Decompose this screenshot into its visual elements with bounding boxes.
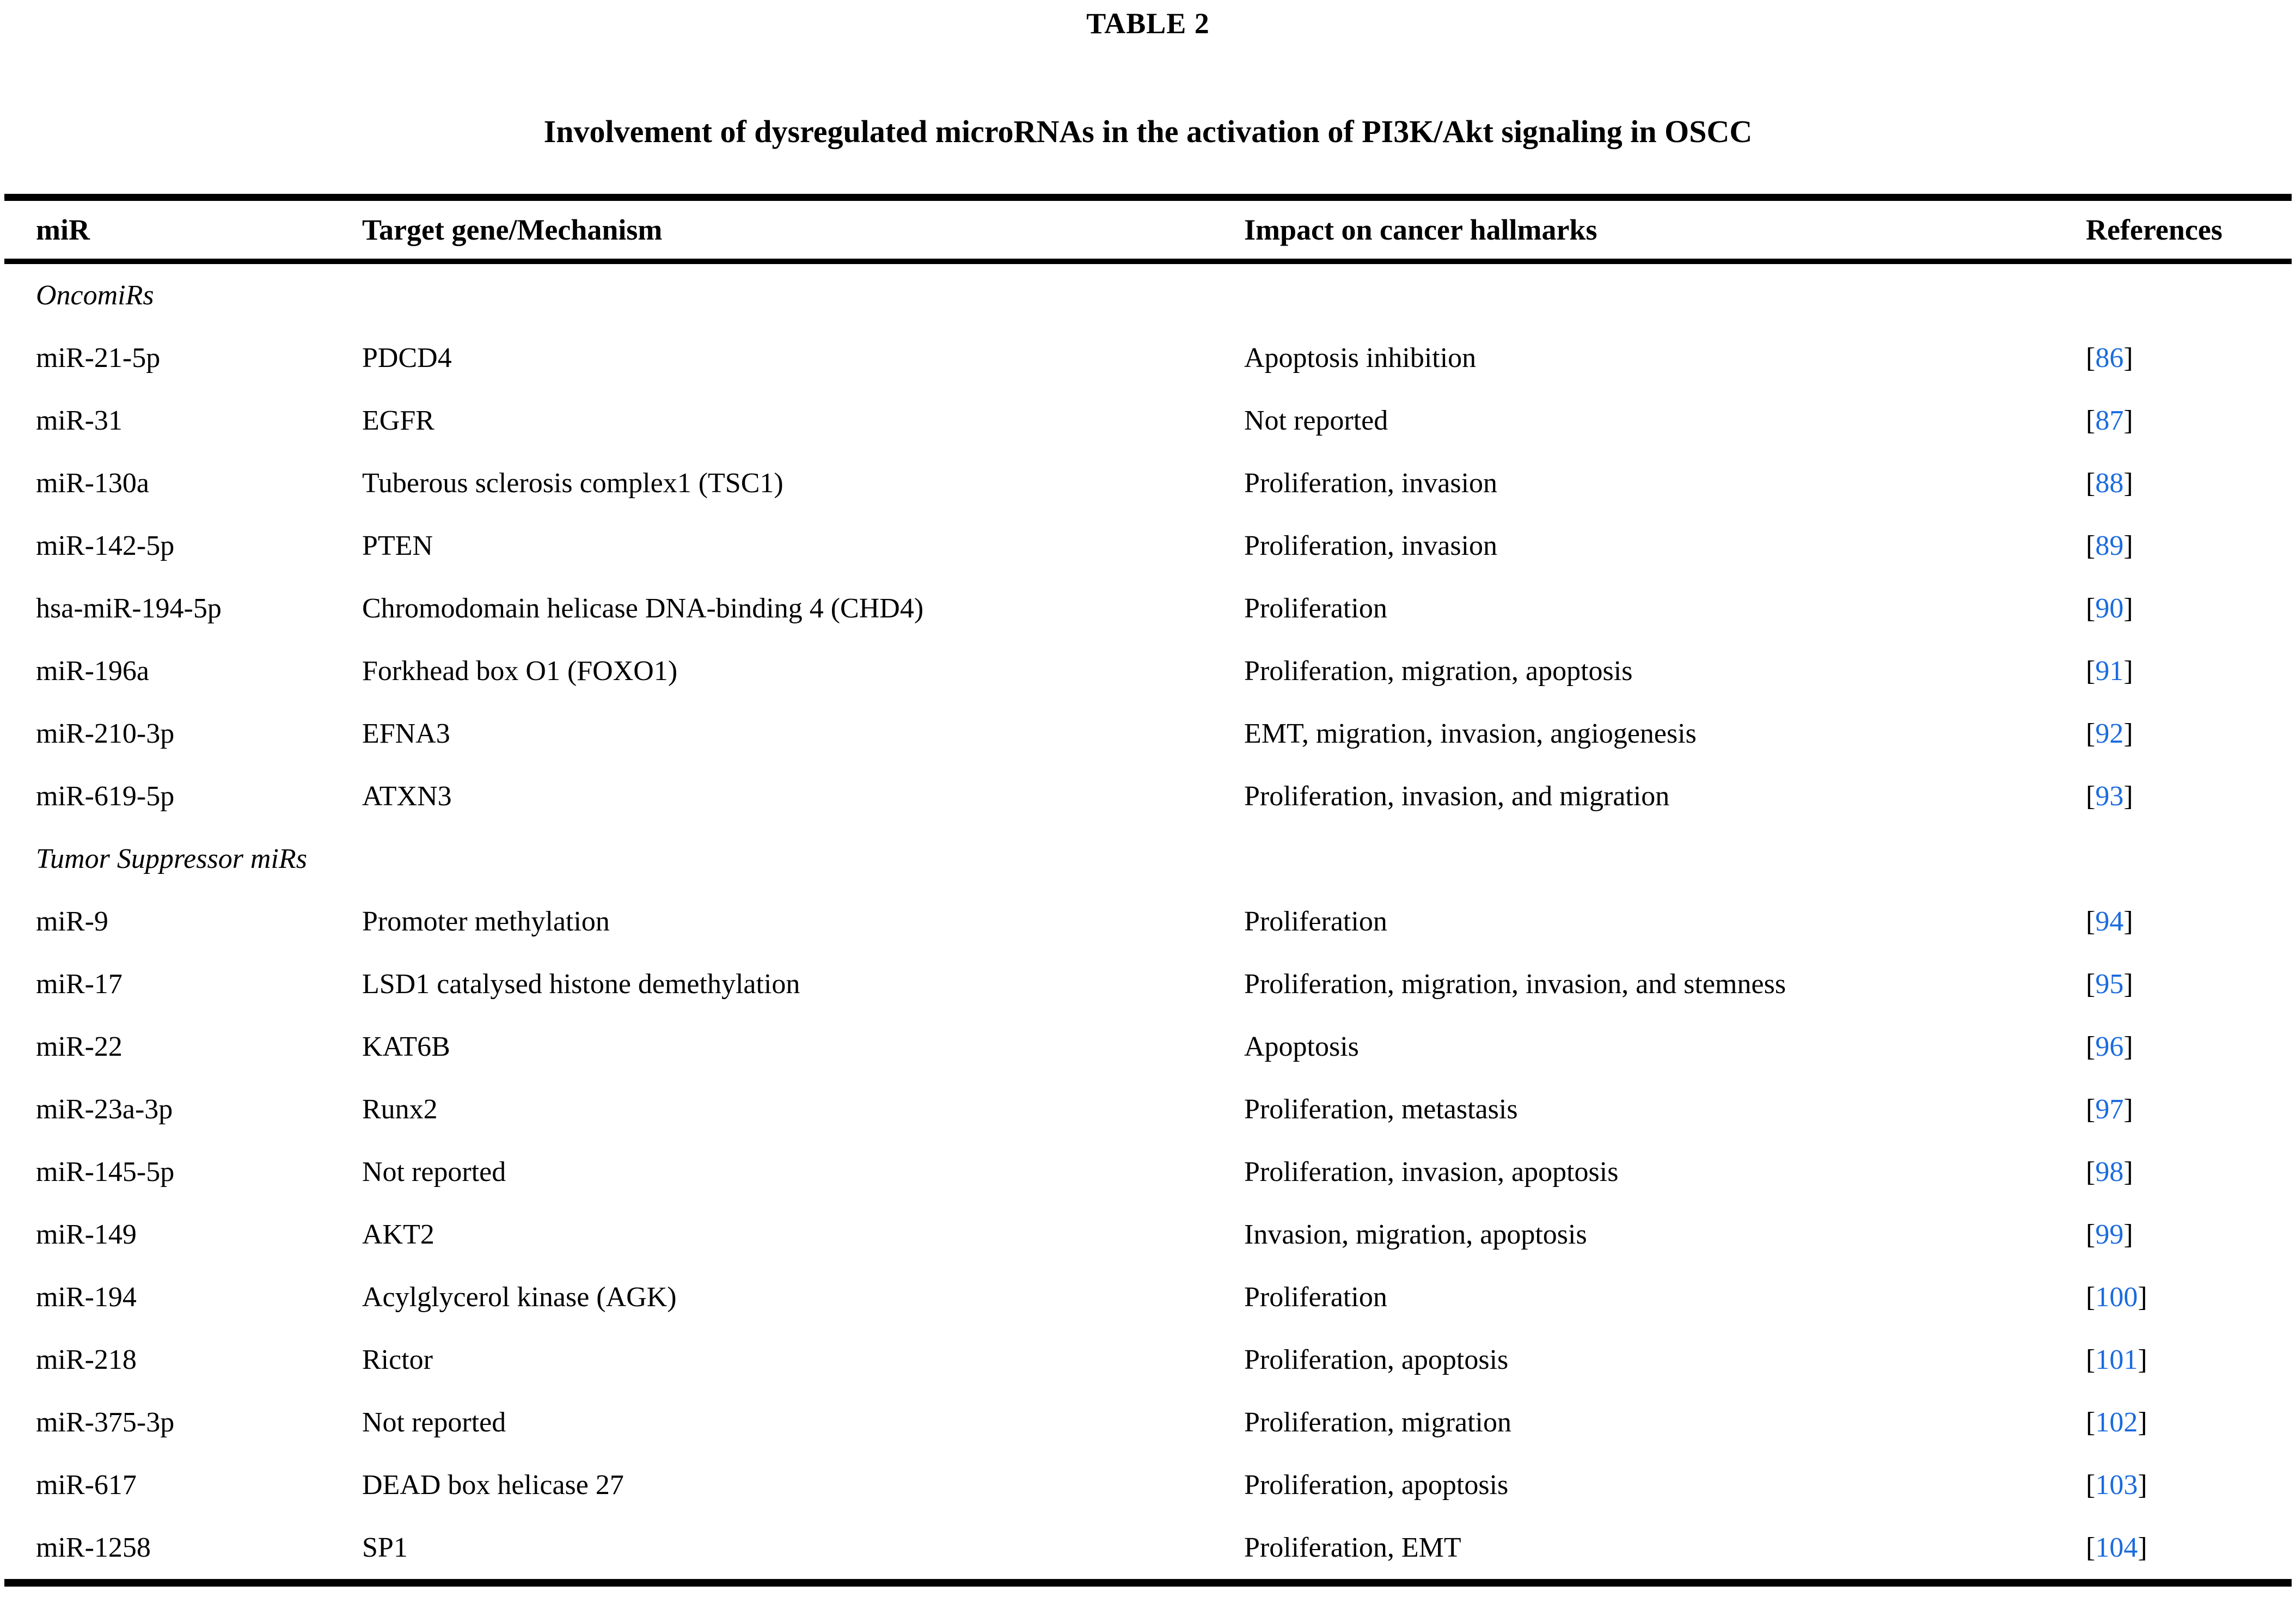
citation-close-bracket: ] xyxy=(2123,467,2133,499)
reference-cell xyxy=(2086,577,2292,640)
section-label: Tumor Suppressor miRs xyxy=(36,843,307,874)
impact-cell: Invasion, migration, apoptosis xyxy=(1244,1219,1587,1250)
citation-link[interactable]: 94 xyxy=(2095,905,2124,937)
col-header-references: References xyxy=(2086,197,2292,261)
impact-cell: Apoptosis xyxy=(1244,1031,1359,1062)
impact-cell: Proliferation, invasion xyxy=(1244,530,1498,561)
impact-cell: Proliferation, invasion, and migration xyxy=(1244,780,1670,812)
reference-cell xyxy=(2086,1141,2292,1203)
mir-cell: miR-17 xyxy=(36,968,123,1000)
reference-cell xyxy=(2086,702,2292,765)
target-gene-cell: PDCD4 xyxy=(362,342,452,374)
reference-cell xyxy=(2086,452,2292,515)
citation-open-bracket: [ xyxy=(2086,1281,2096,1313)
impact-cell: Apoptosis inhibition xyxy=(1244,342,1477,374)
target-gene-cell: LSD1 catalysed histone demethylation xyxy=(362,968,800,1000)
target-gene-cell: Rictor xyxy=(362,1344,433,1375)
table-row xyxy=(4,640,2292,702)
table-row xyxy=(4,1015,2292,1078)
citation-link[interactable]: 86 xyxy=(2095,342,2124,374)
reference-cell xyxy=(2086,515,2292,577)
citation-open-bracket: [ xyxy=(2086,718,2096,749)
mir-cell: miR-142-5p xyxy=(36,530,175,561)
target-gene-cell: SP1 xyxy=(362,1532,408,1563)
table-row xyxy=(4,515,2292,577)
table-row xyxy=(4,1266,2292,1329)
mir-cell: miR-196a xyxy=(36,655,149,687)
target-gene-cell: KAT6B xyxy=(362,1031,450,1062)
citation-close-bracket: ] xyxy=(2123,1219,2133,1250)
reference-cell xyxy=(2086,953,2292,1015)
col-header-mir: miR xyxy=(4,197,362,261)
impact-cell: Proliferation, apoptosis xyxy=(1244,1469,1509,1501)
citation-close-bracket: ] xyxy=(2138,1532,2147,1563)
table-row xyxy=(4,1329,2292,1391)
citation-link[interactable]: 90 xyxy=(2095,592,2124,624)
table-row xyxy=(4,1141,2292,1203)
mir-cell: miR-145-5p xyxy=(36,1156,175,1187)
citation-link[interactable]: 97 xyxy=(2095,1093,2124,1125)
citation-link[interactable]: 100 xyxy=(2095,1281,2138,1313)
target-gene-cell: Tuberous sclerosis complex1 (TSC1) xyxy=(362,467,783,499)
reference-cell xyxy=(2086,1516,2292,1583)
reference-cell xyxy=(2086,640,2292,702)
mir-cell: miR-1258 xyxy=(36,1532,151,1563)
citation-close-bracket: ] xyxy=(2138,1406,2147,1438)
target-gene-cell: Forkhead box O1 (FOXO1) xyxy=(362,655,678,687)
mir-cell: miR-210-3p xyxy=(36,718,175,749)
target-gene-cell: EFNA3 xyxy=(362,718,450,749)
section-header-row xyxy=(4,261,2292,327)
citation-open-bracket: [ xyxy=(2086,592,2096,624)
table-row xyxy=(4,890,2292,953)
reference-cell xyxy=(2086,389,2292,452)
citation-open-bracket: [ xyxy=(2086,905,2096,937)
citation-close-bracket: ] xyxy=(2123,968,2133,1000)
header-row xyxy=(4,197,2292,261)
citation-open-bracket: [ xyxy=(2086,780,2096,812)
table-number-heading: TABLE 2 xyxy=(1086,7,1210,40)
citation-close-bracket: ] xyxy=(2123,342,2133,374)
citation-open-bracket: [ xyxy=(2086,1031,2096,1062)
impact-cell: Proliferation, migration, invasion, and stemness xyxy=(1244,968,1786,1000)
impact-cell: Not reported xyxy=(1244,405,1388,436)
target-gene-cell: Acylglycerol kinase (AGK) xyxy=(362,1281,677,1313)
impact-cell: Proliferation xyxy=(1244,592,1387,624)
reference-cell xyxy=(2086,327,2292,389)
citation-open-bracket: [ xyxy=(2086,1406,2096,1438)
mirna-table xyxy=(4,194,2292,1587)
table-row xyxy=(4,1078,2292,1141)
table-row xyxy=(4,1454,2292,1516)
reference-cell xyxy=(2086,890,2292,953)
impact-cell: Proliferation, migration, apoptosis xyxy=(1244,655,1633,687)
citation-close-bracket: ] xyxy=(2123,718,2133,749)
citation-open-bracket: [ xyxy=(2086,342,2096,374)
citation-close-bracket: ] xyxy=(2123,1031,2133,1062)
table-body xyxy=(4,261,2292,1583)
table-row xyxy=(4,702,2292,765)
mir-cell: miR-619-5p xyxy=(36,780,175,812)
citation-link[interactable]: 102 xyxy=(2095,1406,2138,1438)
citation-open-bracket: [ xyxy=(2086,1532,2096,1563)
citation-close-bracket: ] xyxy=(2123,530,2133,561)
table-row xyxy=(4,1516,2292,1583)
mir-cell: miR-31 xyxy=(36,405,123,436)
citation-open-bracket: [ xyxy=(2086,1219,2096,1250)
target-gene-cell: EGFR xyxy=(362,405,434,436)
reference-cell xyxy=(2086,1203,2292,1266)
section-label: OncomiRs xyxy=(36,279,154,311)
reference-cell xyxy=(2086,1015,2292,1078)
target-gene-cell: AKT2 xyxy=(362,1219,434,1250)
citation-close-bracket: ] xyxy=(2123,1093,2133,1125)
target-gene-cell: Chromodomain helicase DNA-binding 4 (CHD4) xyxy=(362,592,924,624)
mir-cell: miR-149 xyxy=(36,1219,137,1250)
citation-open-bracket: [ xyxy=(2086,1469,2096,1501)
mir-cell: miR-375-3p xyxy=(36,1406,175,1438)
reference-cell xyxy=(2086,1391,2292,1454)
citation-close-bracket: ] xyxy=(2123,655,2133,687)
citation-open-bracket: [ xyxy=(2086,530,2096,561)
target-gene-cell: Not reported xyxy=(362,1406,506,1438)
mir-cell: miR-194 xyxy=(36,1281,137,1313)
citation-link[interactable]: 103 xyxy=(2095,1469,2138,1501)
table-row xyxy=(4,389,2292,452)
impact-cell: Proliferation xyxy=(1244,1281,1387,1313)
impact-cell: Proliferation, apoptosis xyxy=(1244,1344,1509,1375)
table-row xyxy=(4,452,2292,515)
table-row xyxy=(4,1391,2292,1454)
citation-link[interactable]: 88 xyxy=(2095,467,2124,499)
reference-cell xyxy=(2086,1266,2292,1329)
citation-link[interactable]: 91 xyxy=(2095,655,2124,687)
citation-link[interactable]: 87 xyxy=(2095,405,2124,436)
target-gene-cell: DEAD box helicase 27 xyxy=(362,1469,624,1501)
col-header-impact: Impact on cancer hallmarks xyxy=(1244,197,2086,261)
impact-cell: Proliferation, EMT xyxy=(1244,1532,1461,1563)
target-gene-cell: ATXN3 xyxy=(362,780,452,812)
citation-link[interactable]: 93 xyxy=(2095,780,2124,812)
table-row xyxy=(4,1203,2292,1266)
citation-link[interactable]: 96 xyxy=(2095,1031,2124,1062)
citation-close-bracket: ] xyxy=(2138,1281,2147,1313)
citation-close-bracket: ] xyxy=(2123,1156,2133,1187)
citation-link[interactable]: 98 xyxy=(2095,1156,2124,1187)
citation-open-bracket: [ xyxy=(2086,1344,2096,1375)
citation-open-bracket: [ xyxy=(2086,1093,2096,1125)
table-row xyxy=(4,577,2292,640)
mir-cell: miR-130a xyxy=(36,467,149,499)
citation-link[interactable]: 99 xyxy=(2095,1219,2124,1250)
citation-open-bracket: [ xyxy=(2086,467,2096,499)
reference-cell xyxy=(2086,765,2292,828)
citation-open-bracket: [ xyxy=(2086,1156,2096,1187)
table-row xyxy=(4,327,2292,389)
target-gene-cell: PTEN xyxy=(362,530,433,561)
citation-link[interactable]: 92 xyxy=(2095,718,2124,749)
mir-cell: miR-218 xyxy=(36,1344,137,1375)
target-gene-cell: Not reported xyxy=(362,1156,506,1187)
table-row xyxy=(4,765,2292,828)
mir-cell: hsa-miR-194-5p xyxy=(36,592,222,624)
citation-link[interactable]: 89 xyxy=(2095,530,2124,561)
target-gene-cell: Promoter methylation xyxy=(362,905,610,937)
mir-cell: miR-617 xyxy=(36,1469,137,1501)
citation-link[interactable]: 104 xyxy=(2095,1532,2138,1563)
citation-open-bracket: [ xyxy=(2086,655,2096,687)
citation-close-bracket: ] xyxy=(2123,592,2133,624)
mir-cell: miR-9 xyxy=(36,905,108,937)
impact-cell: Proliferation, invasion xyxy=(1244,467,1498,499)
table-row xyxy=(4,953,2292,1015)
impact-cell: Proliferation, migration xyxy=(1244,1406,1512,1438)
citation-close-bracket: ] xyxy=(2138,1344,2147,1375)
citation-link[interactable]: 95 xyxy=(2095,968,2124,1000)
impact-cell: EMT, migration, invasion, angiogenesis xyxy=(1244,718,1697,749)
citation-open-bracket: [ xyxy=(2086,968,2096,1000)
target-gene-cell: Runx2 xyxy=(362,1093,438,1125)
table-caption: Involvement of dysregulated microRNAs in the activation of PI3K/Akt signaling in OSCC xyxy=(543,114,1753,150)
impact-cell: Proliferation xyxy=(1244,905,1387,937)
impact-cell: Proliferation, metastasis xyxy=(1244,1093,1518,1125)
citation-close-bracket: ] xyxy=(2123,905,2133,937)
col-header-target: Target gene/Mechanism xyxy=(362,197,1244,261)
citation-close-bracket: ] xyxy=(2138,1469,2147,1501)
reference-cell xyxy=(2086,1078,2292,1141)
citation-link[interactable]: 101 xyxy=(2095,1344,2138,1375)
citation-close-bracket: ] xyxy=(2123,780,2133,812)
mir-cell: miR-23a-3p xyxy=(36,1093,173,1125)
impact-cell: Proliferation, invasion, apoptosis xyxy=(1244,1156,1619,1187)
citation-open-bracket: [ xyxy=(2086,405,2096,436)
citation-close-bracket: ] xyxy=(2123,405,2133,436)
section-header-row xyxy=(4,828,2292,890)
reference-cell xyxy=(2086,1454,2292,1516)
reference-cell xyxy=(2086,1329,2292,1391)
mir-cell: miR-22 xyxy=(36,1031,123,1062)
mir-cell: miR-21-5p xyxy=(36,342,161,374)
